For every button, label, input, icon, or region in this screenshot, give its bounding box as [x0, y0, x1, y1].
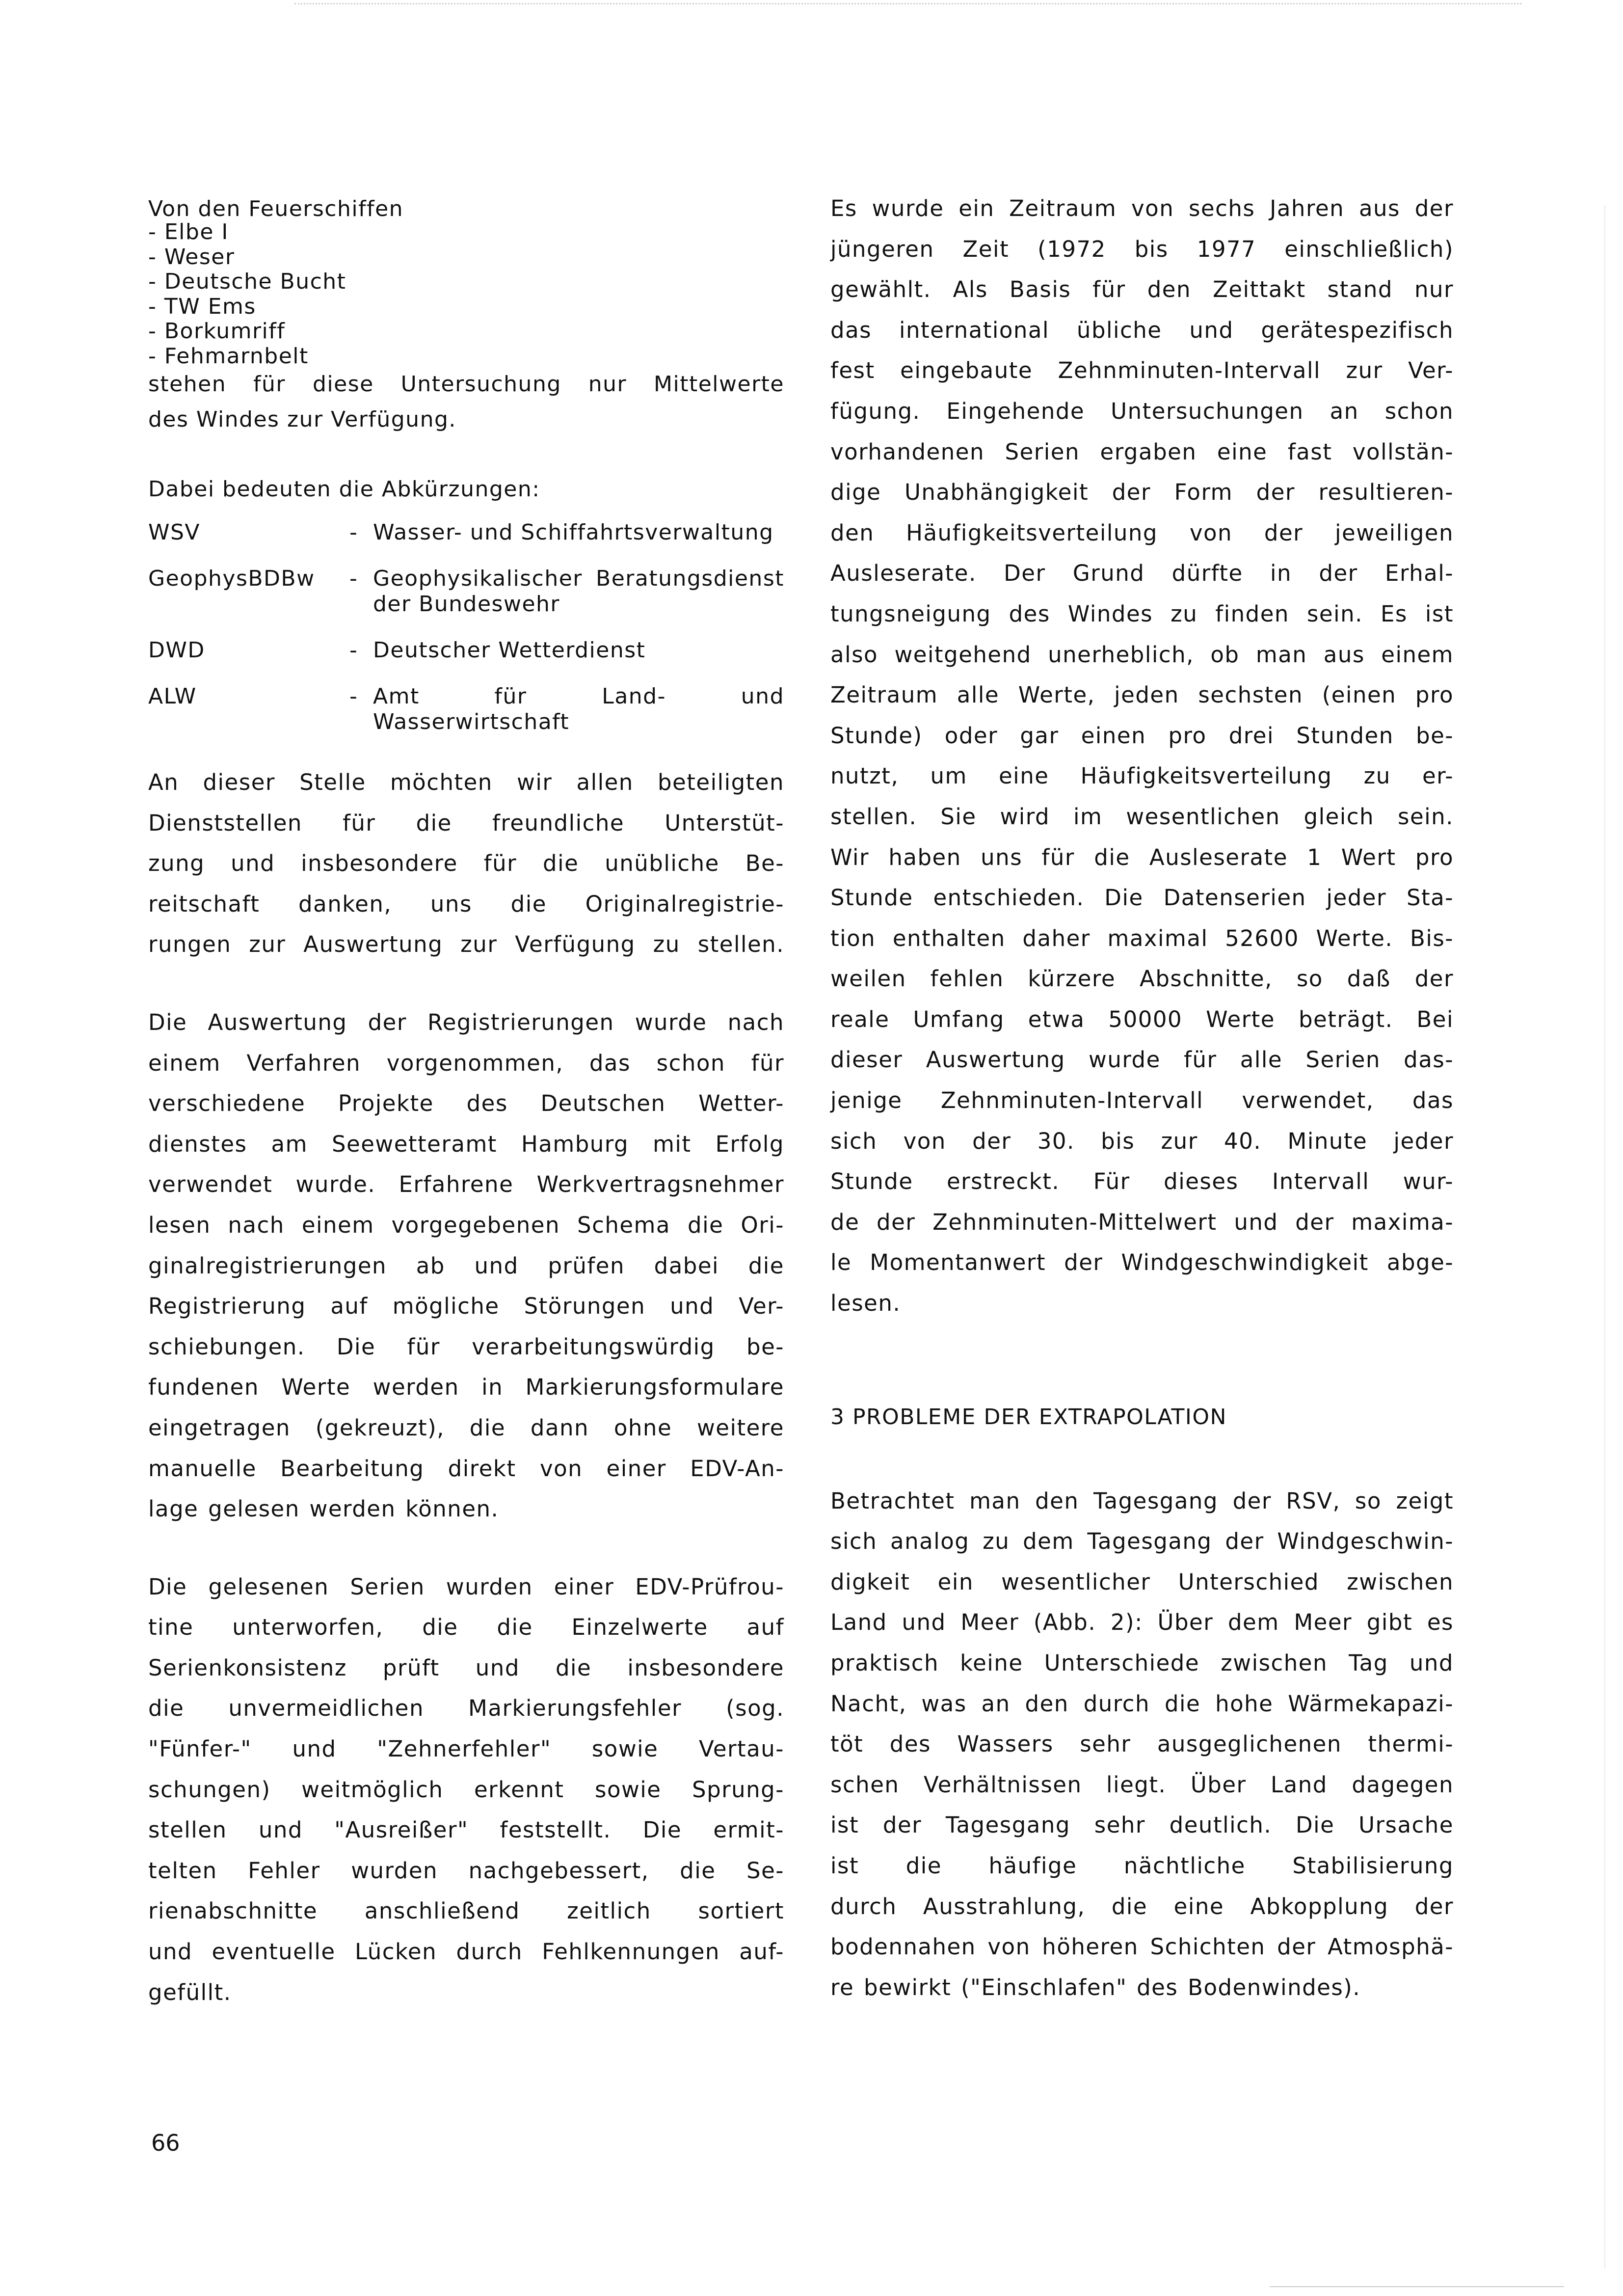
- text-line: und eventuelle Lücken durch Fehlkennungen auf-: [148, 1939, 784, 1965]
- text-line: weilen fehlen kürzere Abschnitte, so daß der: [830, 966, 1454, 992]
- section-heading: 3 PROBLEME DER EXTRAPOLATION: [830, 1404, 1227, 1430]
- text-line: die unvermeidlichen Markierungsfehler (sog.: [148, 1695, 784, 1722]
- text-line: Zeitraum alle Werte, jeden sechsten (einen pro: [830, 682, 1454, 708]
- text-line: stellen. Sie wird im wesentlichen gleich sein.: [830, 803, 1454, 830]
- ships-intro-end: [148, 367, 784, 437]
- abbreviation-value: Wasser- und Schiffahrtsverwaltung: [373, 520, 774, 545]
- text-line: einem Verfahren vorgenommen, das schon für: [148, 1050, 784, 1076]
- abbreviation-intro: Dabei bedeuten die Abkürzungen:: [148, 477, 540, 502]
- text-line: fügung. Eingehende Untersuchungen an schon: [830, 398, 1454, 424]
- abbreviation-value: Geophysikalischer Beratungsdienst der Bundeswehr: [373, 566, 784, 617]
- text-line: ist der Tagesgang sehr deutlich. Die Ursache: [830, 1812, 1454, 1838]
- abbreviation-key: WSV: [148, 520, 201, 545]
- text-line: re bewirkt ("Einschlafen" des Bodenwindes).: [830, 1974, 1361, 2000]
- text-line: vorhandenen Serien ergaben eine fast vollstän-: [830, 438, 1454, 465]
- list-item: - TW Ems: [148, 295, 784, 320]
- text-line: lage gelesen werden können.: [148, 1496, 499, 1522]
- abbreviation-row: ALW - Amt für Land- und Wasserwirtschaft: [148, 684, 784, 734]
- text-line: rungen zur Auswertung zur Verfügung zu stellen.: [148, 931, 784, 958]
- text-line: schen Verhältnissen liegt. Über Land dagegen: [830, 1771, 1454, 1798]
- text-line: eingetragen (gekreuzt), die dann ohne weitere: [148, 1414, 784, 1441]
- paragraph-thanks: [148, 762, 784, 965]
- text-line: Dienststellen für die freundliche Unterstüt-: [148, 810, 784, 836]
- ship-list: [148, 220, 784, 369]
- text-line: lesen.: [830, 1290, 901, 1317]
- text-line: dienstes am Seewetteramt Hamburg mit Erfolg: [148, 1131, 784, 1157]
- text-line: ginalregistrierungen ab und prüfen dabei die: [148, 1252, 784, 1279]
- text-line: Es wurde ein Zeitraum von sechs Jahren aus der: [830, 195, 1454, 221]
- abbreviation-list: [148, 520, 784, 735]
- text-line: durch Ausstrahlung, die eine Abkopplung der: [830, 1893, 1454, 1919]
- text-line: Nacht, was an den durch die hohe Wärmekapazi-: [830, 1690, 1454, 1717]
- text-line: das international übliche und gerätespezifisch: [830, 317, 1454, 343]
- text-line: Wir haben uns für die Ausleserate 1 Wert pro: [830, 844, 1454, 870]
- text-line: Die gelesenen Serien wurden einer EDV-Prüfrou-: [148, 1573, 784, 1600]
- abbreviation-key: ALW: [148, 684, 197, 709]
- abbreviation-value: Deutscher Wetterdienst: [373, 638, 646, 663]
- list-item: - Borkumriff: [148, 319, 784, 344]
- text-line: digkeit ein wesentlicher Unterschied zwischen: [830, 1568, 1454, 1595]
- text-line: Stunde) oder gar einen pro drei Stunden be-: [830, 722, 1454, 749]
- text-line: bodennahen von höheren Schichten der Atmosphä-: [830, 1934, 1454, 1960]
- text-line: Stunde erstreckt. Für dieses Intervall wur-: [830, 1168, 1454, 1195]
- text-line: dige Unabhängigkeit der Form der resultieren-: [830, 479, 1454, 506]
- text-line: gefüllt.: [148, 1979, 232, 2005]
- list-item: - Deutsche Bucht: [148, 270, 784, 295]
- text-line: reale Umfang etwa 50000 Werte beträgt. Bei: [830, 1006, 1454, 1032]
- text-line: zung und insbesondere für die unübliche Be-: [148, 850, 784, 877]
- text-line: An dieser Stelle möchten wir allen beteiligten: [148, 769, 784, 795]
- paragraph-checks: [148, 1567, 784, 2013]
- text-line: stellen und "Ausreißer" feststellt. Die ermit-: [148, 1817, 784, 1843]
- abbreviation-row: GeophysBDBw - Geophysikalischer Beratungsdienst der Bundeswehr: [148, 566, 784, 617]
- text-line: reitschaft danken, uns die Originalregistrie-: [148, 891, 784, 917]
- abbreviation-row: WSV - Wasser- und Schiffahrtsverwaltung: [148, 520, 784, 545]
- text-line: fest eingebaute Zehnminuten-Intervall zur Ver-: [830, 357, 1454, 384]
- text-line: sich von der 30. bis zur 40. Minute jeder: [830, 1128, 1454, 1154]
- text-line: sich analog zu dem Tagesgang der Windgeschwin-: [830, 1528, 1454, 1555]
- text-line: also weitgehend unerheblich, ob man aus einem: [830, 641, 1454, 668]
- text-line: tungsneigung des Windes zu finden sein. Es ist: [830, 600, 1454, 627]
- list-item: - Fehmarnbelt: [148, 344, 784, 369]
- text-line: Land und Meer (Abb. 2): Über dem Meer gibt es: [830, 1609, 1454, 1636]
- text-line: Die Auswertung der Registrierungen wurde nach: [148, 1009, 784, 1035]
- page-number: 66: [151, 2130, 180, 2156]
- text-line: stehen für diese Untersuchung nur Mittelwerte: [148, 372, 784, 397]
- paragraph-extrapolation: [830, 1481, 1454, 2008]
- text-line: den Häufigkeitsverteilung von der jeweiligen: [830, 519, 1454, 546]
- ships-intro: Von den Feuerschiffen: [148, 196, 404, 221]
- text-line: manuelle Bearbeitung direkt von einer EDV-An-: [148, 1455, 784, 1482]
- scan-edge-bottom: [1270, 2286, 1564, 2287]
- paragraph-method: [148, 1002, 784, 1530]
- text-line: "Fünfer-" und "Zehnerfehler" sowie Vertau-: [148, 1736, 784, 1762]
- abbreviation-row: DWD - Deutscher Wetterdienst: [148, 638, 784, 663]
- text-line: Serienkonsistenz prüft und die insbesondere: [148, 1654, 784, 1681]
- text-line: de der Zehnminuten-Mittelwert und der maxima-: [830, 1209, 1454, 1235]
- abbreviation-value: Amt für Land- und Wasserwirtschaft: [373, 684, 784, 734]
- text-line: verschiedene Projekte des Deutschen Wetter-: [148, 1090, 784, 1117]
- text-line: jüngeren Zeit (1972 bis 1977 einschließlich): [830, 236, 1454, 262]
- text-line: Ausleserate. Der Grund dürfte in der Erhal-: [830, 560, 1454, 587]
- text-line: lesen nach einem vorgegebenen Schema die Ori-: [148, 1212, 784, 1238]
- text-line: Registrierung auf mögliche Störungen und Ver-: [148, 1293, 784, 1320]
- text-line: Stunde entschieden. Die Datenserien jeder Sta-: [830, 885, 1454, 911]
- text-line: dieser Auswertung wurde für alle Serien das-: [830, 1047, 1454, 1073]
- right-column: [830, 189, 1454, 2008]
- text-line: praktisch keine Unterschiede zwischen Tag und: [830, 1650, 1454, 1676]
- text-line: nutzt, um eine Häufigkeitsverteilung zu er-: [830, 763, 1454, 789]
- text-line: verwendet wurde. Erfahrene Werkvertragsnehmer: [148, 1171, 784, 1198]
- list-item: - Elbe I: [148, 220, 784, 245]
- list-item: - Weser: [148, 245, 784, 270]
- text-line: tion enthalten daher maximal 52600 Werte. Bis-: [830, 925, 1454, 951]
- text-line: tine unterworfen, die die Einzelwerte auf: [148, 1614, 784, 1641]
- text-line: gewählt. Als Basis für den Zeittakt stand nur: [830, 276, 1454, 303]
- text-line: telten Fehler wurden nachgebessert, die Se-: [148, 1857, 784, 1884]
- text-line: ist die häufige nächtliche Stabilisierung: [830, 1852, 1454, 1879]
- text-line: fundenen Werte werden in Markierungsformulare: [148, 1374, 784, 1401]
- abbreviation-key: GeophysBDBw: [148, 566, 315, 591]
- text-line: schungen) weitmöglich erkennt sowie Sprung-: [148, 1776, 784, 1803]
- text-line: le Momentanwert der Windgeschwindigkeit abge-: [830, 1249, 1454, 1276]
- scan-edge-right: [1604, 206, 1605, 2268]
- text-line: jenige Zehnminuten-Intervall verwendet, das: [830, 1087, 1454, 1114]
- left-column: [148, 191, 784, 2013]
- abbreviation-key: DWD: [148, 638, 205, 663]
- scan-edge-top: [294, 3, 1521, 4]
- text-line: schiebungen. Die für verarbeitungswürdig be-: [148, 1333, 784, 1360]
- text-line: Betrachtet man den Tagesgang der RSV, so zeigt: [830, 1487, 1454, 1514]
- paragraph-period: [830, 189, 1454, 1324]
- text-line: töt des Wassers sehr ausgeglichenen thermi-: [830, 1731, 1454, 1757]
- text-line: des Windes zur Verfügung.: [148, 407, 456, 432]
- text-line: rienabschnitte anschließend zeitlich sortiert: [148, 1898, 784, 1924]
